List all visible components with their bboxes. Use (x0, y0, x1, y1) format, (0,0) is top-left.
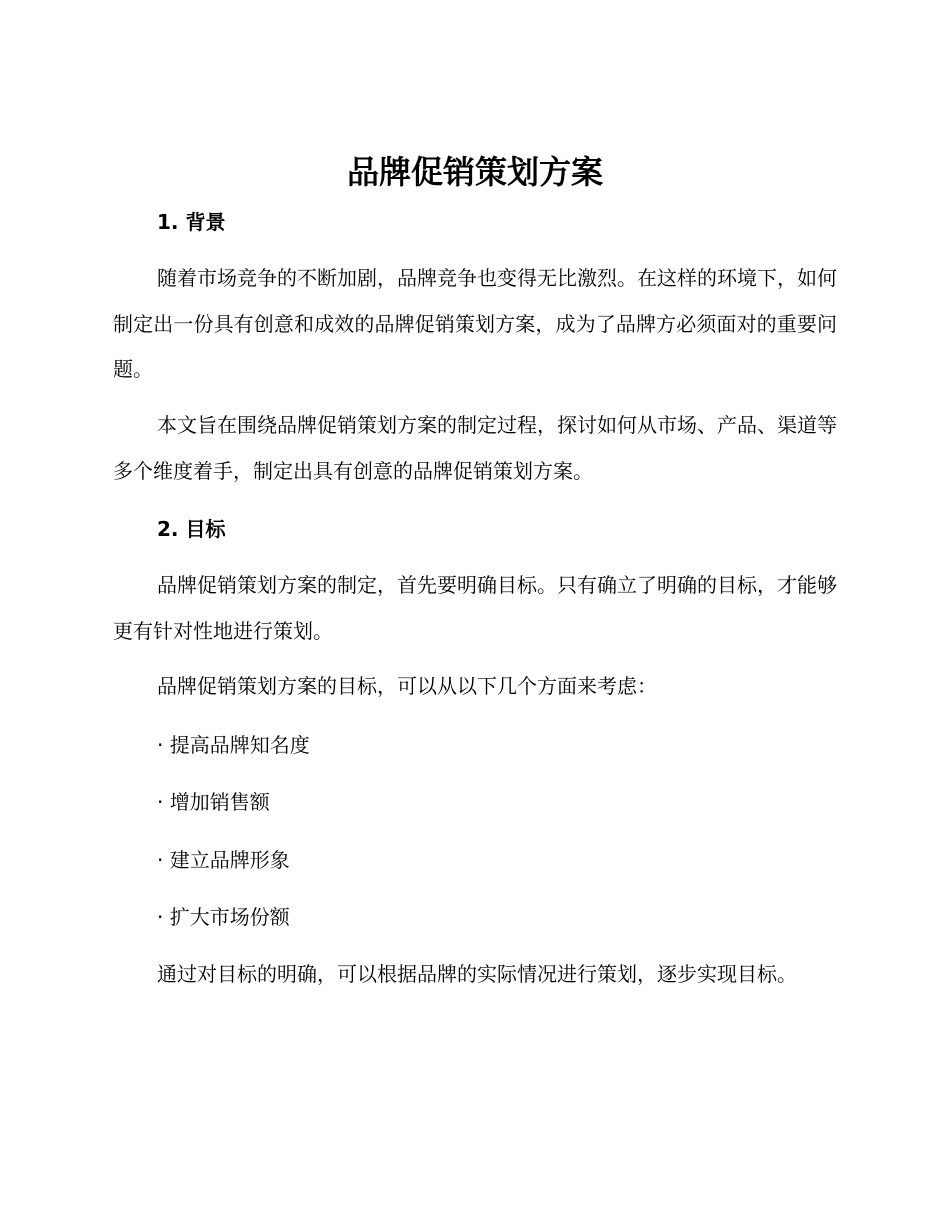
paragraph-goals-2: 品牌促销策划方案的目标，可以从以下几个方面来考虑： (157, 674, 657, 698)
paragraph-goals-1: 品牌促销策划方案的制定，首先要明确目标。只有确立了明确的目标，才能够更有针对性地进行策划。 (113, 573, 837, 643)
document-title: 品牌促销策划方案 (346, 153, 603, 191)
paragraph-goals-closing: 通过对目标的明确，可以根据品牌的实际情况进行策划，逐步实现目标。 (157, 962, 797, 986)
bullet-item-1: · 提高品牌知名度 (157, 733, 310, 757)
paragraph-background-1: 随着市场竞争的不断加剧，品牌竞争也变得无比激烈。在这样的环境下，如何制定出一份具有创意和成效的品牌促销策划方案，成为了品牌方必须面对的重要问题。 (113, 266, 837, 381)
bullet-item-3: · 建立品牌形象 (157, 848, 290, 872)
bullet-item-4: · 扩大市场份额 (157, 905, 290, 929)
paragraph-background-2: 本文旨在围绕品牌促销策划方案的制定过程，探讨如何从市场、产品、渠道等多个维度着手，制定出具有创意的品牌促销策划方案。 (113, 413, 837, 483)
section-heading-background: 1. 背景 (157, 210, 226, 234)
bullet-item-2: · 增加销售额 (157, 790, 270, 814)
section-heading-goals: 2. 目标 (157, 517, 226, 541)
